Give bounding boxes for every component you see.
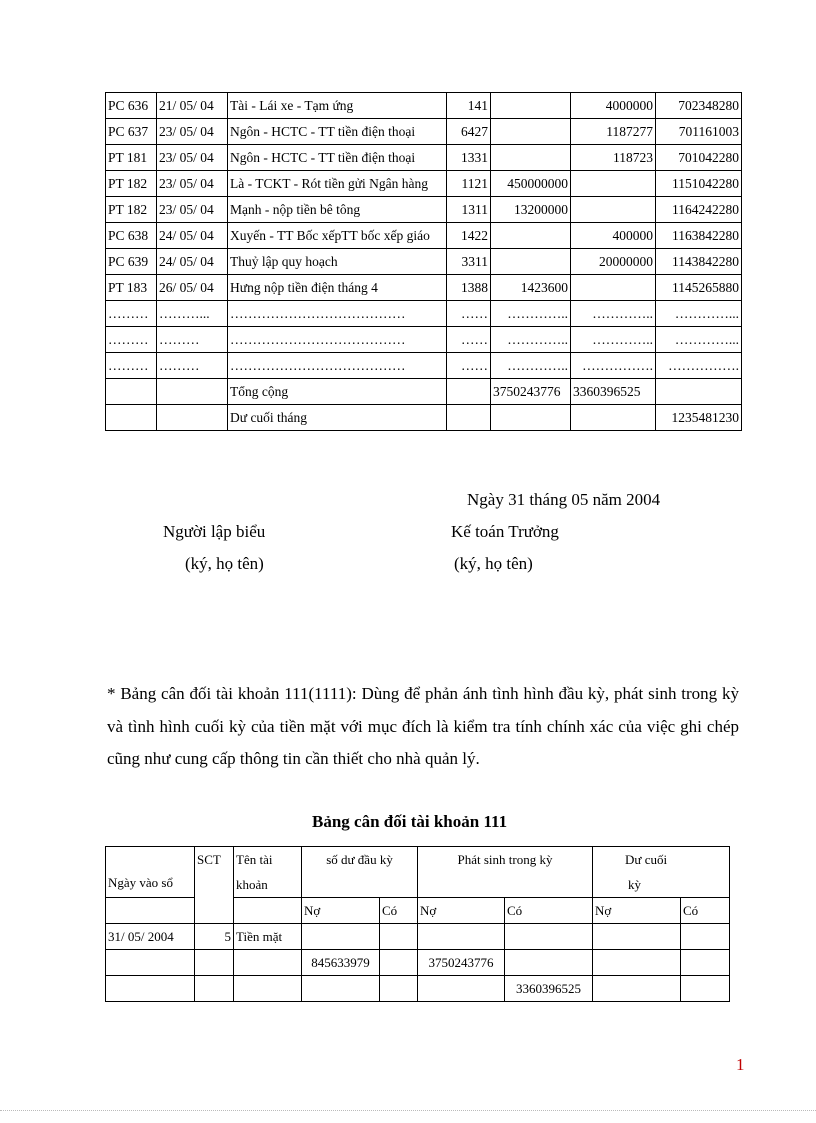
cell-date: 23/ 05/ 04 xyxy=(157,171,228,197)
row3-account xyxy=(234,976,302,1002)
cell-date: ……… xyxy=(157,353,228,379)
cell-debit: 450000000 xyxy=(491,171,571,197)
row1-close-credit xyxy=(681,924,730,950)
cell-balance: 1145265880 xyxy=(656,275,742,301)
balance-table xyxy=(105,846,730,1002)
row3-open-credit xyxy=(380,976,418,1002)
row1-account: Tiền mặt xyxy=(234,924,302,950)
cell-debit xyxy=(491,223,571,249)
header-opening-label: số dư đầu kỳ xyxy=(326,852,393,867)
cell-description: Tài - Lái xe - Tạm ứng xyxy=(228,93,447,119)
row2-date xyxy=(106,950,195,976)
period-credit-header: Có xyxy=(505,898,593,924)
cell-debit: 1423600 xyxy=(491,275,571,301)
cell-balance: 1163842280 xyxy=(656,223,742,249)
cell-debit xyxy=(491,93,571,119)
header-account-line2: khoản xyxy=(236,877,268,892)
cell-voucher-no: ……… xyxy=(106,353,157,379)
row1-period-debit xyxy=(418,924,505,950)
row3-open-debit xyxy=(302,976,380,1002)
closing-empty-2 xyxy=(157,405,228,431)
total-label: Tổng cộng xyxy=(228,379,447,405)
cell-debit xyxy=(491,249,571,275)
row3-close-credit xyxy=(681,976,730,1002)
row1-open-credit xyxy=(380,924,418,950)
row2-open-credit xyxy=(380,950,418,976)
header-account xyxy=(234,847,302,898)
cell-balance: 1143842280 xyxy=(656,249,742,275)
cell-credit: ………….. xyxy=(571,301,656,327)
ledger-closing-row xyxy=(106,405,742,431)
cell-credit xyxy=(571,171,656,197)
ledger-body xyxy=(106,93,742,431)
cell-credit: ………….. xyxy=(571,327,656,353)
cell-description: ………………………………… xyxy=(228,301,447,327)
cell-description: Xuyến - TT Bốc xếpTT bốc xếp giáo xyxy=(228,223,447,249)
cell-balance: 1164242280 xyxy=(656,197,742,223)
cell-description: Ngôn - HCTC - TT tiền điện thoại xyxy=(228,119,447,145)
header-period-label: Phát sinh trong kỳ xyxy=(457,852,553,867)
close-debit-header: Nợ xyxy=(593,898,681,924)
chief-accountant-note: (ký, họ tên) xyxy=(454,554,533,573)
page-number: 1 xyxy=(736,1055,745,1074)
cell-balance: 701042280 xyxy=(656,145,742,171)
header-period xyxy=(418,847,593,898)
row3-date xyxy=(106,976,195,1002)
cell-description: Mạnh - nộp tiền bê tông xyxy=(228,197,447,223)
cell-voucher-no: PT 181 xyxy=(106,145,157,171)
cell-account: 6427 xyxy=(447,119,491,145)
cell-description: Hưng nộp tiền điện tháng 4 xyxy=(228,275,447,301)
cell-date: ……… xyxy=(157,327,228,353)
cell-balance: …………... xyxy=(656,301,742,327)
balance-table-title: Bảng cân đối tài khoản 111 xyxy=(312,812,508,831)
header-closing-line2: kỳ xyxy=(628,877,642,892)
cell-date: 24/ 05/ 04 xyxy=(157,249,228,275)
row2-account xyxy=(234,950,302,976)
row2-open-debit: 845633979 xyxy=(302,950,380,976)
cell-date: ………... xyxy=(157,301,228,327)
cell-voucher-no: PC 638 xyxy=(106,223,157,249)
row1-close-debit xyxy=(593,924,681,950)
cell-date: 21/ 05/ 04 xyxy=(157,93,228,119)
cell-credit: 400000 xyxy=(571,223,656,249)
total-empty-4 xyxy=(656,379,742,405)
header-opening-balance xyxy=(302,847,418,898)
closing-empty-3 xyxy=(447,405,491,431)
subheader-empty-date xyxy=(106,898,195,924)
row2-close-credit xyxy=(681,950,730,976)
row2-close-debit xyxy=(593,950,681,976)
cell-account: 1121 xyxy=(447,171,491,197)
closing-value: 1235481230 xyxy=(656,405,742,431)
closing-empty-1 xyxy=(106,405,157,431)
cell-debit xyxy=(491,119,571,145)
row3-close-debit xyxy=(593,976,681,1002)
preparer-title: Người lập biểu xyxy=(163,522,266,541)
cell-balance: 702348280 xyxy=(656,93,742,119)
total-debit: 3750243776 xyxy=(491,379,571,405)
cell-account: …… xyxy=(447,353,491,379)
header-sct: SCT xyxy=(195,847,234,924)
page-bottom-rule xyxy=(0,1110,816,1111)
row2-period-credit xyxy=(505,950,593,976)
cell-description: Là - TCKT - Rót tiền gửi Ngân hàng xyxy=(228,171,447,197)
cell-account: 141 xyxy=(447,93,491,119)
row3-period-credit: 3360396525 xyxy=(505,976,593,1002)
cell-voucher-no: ……… xyxy=(106,301,157,327)
cell-account: …… xyxy=(447,327,491,353)
cell-credit xyxy=(571,197,656,223)
total-empty-3 xyxy=(447,379,491,405)
preparer-note: (ký, họ tên) xyxy=(185,554,264,573)
closing-empty-4 xyxy=(491,405,571,431)
header-closing-line1: Dư cuối xyxy=(625,852,668,867)
cell-credit: 20000000 xyxy=(571,249,656,275)
cell-description: ………………………………… xyxy=(228,353,447,379)
total-empty-2 xyxy=(157,379,228,405)
period-debit-header: Nợ xyxy=(418,898,505,924)
cell-voucher-no: ……… xyxy=(106,327,157,353)
cell-description: Thuỷ lập quy hoạch xyxy=(228,249,447,275)
cell-credit: 1187277 xyxy=(571,119,656,145)
row2-period-debit: 3750243776 xyxy=(418,950,505,976)
total-credit: 3360396525 xyxy=(571,379,656,405)
cell-account: 3311 xyxy=(447,249,491,275)
balance-row xyxy=(106,976,730,1002)
cell-balance: 701161003 xyxy=(656,119,742,145)
ledger-dotted-row xyxy=(106,301,742,327)
cell-credit xyxy=(571,275,656,301)
cell-credit: 4000000 xyxy=(571,93,656,119)
ledger-total-row xyxy=(106,379,742,405)
open-credit-header: Có xyxy=(380,898,418,924)
subheader-empty-account xyxy=(234,898,302,924)
balance-row xyxy=(106,950,730,976)
signature-date: Ngày 31 tháng 05 năm 2004 xyxy=(467,490,661,509)
ledger-row xyxy=(106,119,742,145)
balance-row xyxy=(106,924,730,950)
chief-accountant-title: Kế toán Trưởng xyxy=(451,522,559,541)
cell-voucher-no: PC 637 xyxy=(106,119,157,145)
header-account-line1: Tên tài xyxy=(236,852,273,867)
ledger-row xyxy=(106,93,742,119)
ledger-dotted-row xyxy=(106,327,742,353)
description-paragraph: * Bảng cân đối tài khoản 111(1111): Dùng để phản ánh tình hình đầu kỳ, phát sinh trong kỳ và tình hình cuối kỳ của tiền mặt với mục đích là kiểm tra tính chính xác của việc ghi chép cũng như cung cấp thông tin cần thiết cho nhà quản lý. xyxy=(107,684,739,768)
row3-period-debit xyxy=(418,976,505,1002)
header-closing xyxy=(593,847,730,898)
closing-label: Dư cuối tháng xyxy=(228,405,447,431)
cell-debit: ………….. xyxy=(491,301,571,327)
header-date-label: Ngày vào sổ xyxy=(108,875,173,890)
cell-balance: …………... xyxy=(656,327,742,353)
cell-date: 23/ 05/ 04 xyxy=(157,119,228,145)
total-empty-1 xyxy=(106,379,157,405)
cell-account: 1331 xyxy=(447,145,491,171)
cell-credit: ……………. xyxy=(571,353,656,379)
ledger-dotted-row xyxy=(106,353,742,379)
row3-sct xyxy=(195,976,234,1002)
cell-account: …… xyxy=(447,301,491,327)
ledger-row xyxy=(106,145,742,171)
ledger-row xyxy=(106,223,742,249)
cell-balance: ……………. xyxy=(656,353,742,379)
row2-sct xyxy=(195,950,234,976)
cell-balance: 1151042280 xyxy=(656,171,742,197)
row1-open-debit xyxy=(302,924,380,950)
cell-voucher-no: PT 182 xyxy=(106,171,157,197)
cell-voucher-no: PT 182 xyxy=(106,197,157,223)
cell-debit: ………….. xyxy=(491,353,571,379)
cell-date: 26/ 05/ 04 xyxy=(157,275,228,301)
ledger-row xyxy=(106,171,742,197)
cell-account: 1311 xyxy=(447,197,491,223)
cell-description: ………………………………… xyxy=(228,327,447,353)
row1-sct: 5 xyxy=(195,924,234,950)
cell-credit: 118723 xyxy=(571,145,656,171)
cell-account: 1422 xyxy=(447,223,491,249)
cell-debit: ………….. xyxy=(491,327,571,353)
cell-date: 23/ 05/ 04 xyxy=(157,197,228,223)
cell-debit xyxy=(491,145,571,171)
cell-date: 24/ 05/ 04 xyxy=(157,223,228,249)
cell-debit: 13200000 xyxy=(491,197,571,223)
closing-empty-5 xyxy=(571,405,656,431)
cell-account: 1388 xyxy=(447,275,491,301)
close-credit-header: Có xyxy=(681,898,730,924)
ledger-row xyxy=(106,197,742,223)
header-date xyxy=(106,847,195,898)
cell-voucher-no: PC 636 xyxy=(106,93,157,119)
row1-date: 31/ 05/ 2004 xyxy=(106,924,195,950)
cell-voucher-no: PT 183 xyxy=(106,275,157,301)
ledger-row xyxy=(106,249,742,275)
ledger-row xyxy=(106,275,742,301)
cell-description: Ngôn - HCTC - TT tiền điện thoại xyxy=(228,145,447,171)
row1-period-credit xyxy=(505,924,593,950)
ledger-table xyxy=(105,92,742,431)
cell-date: 23/ 05/ 04 xyxy=(157,145,228,171)
open-debit-header: Nợ xyxy=(302,898,380,924)
cell-voucher-no: PC 639 xyxy=(106,249,157,275)
